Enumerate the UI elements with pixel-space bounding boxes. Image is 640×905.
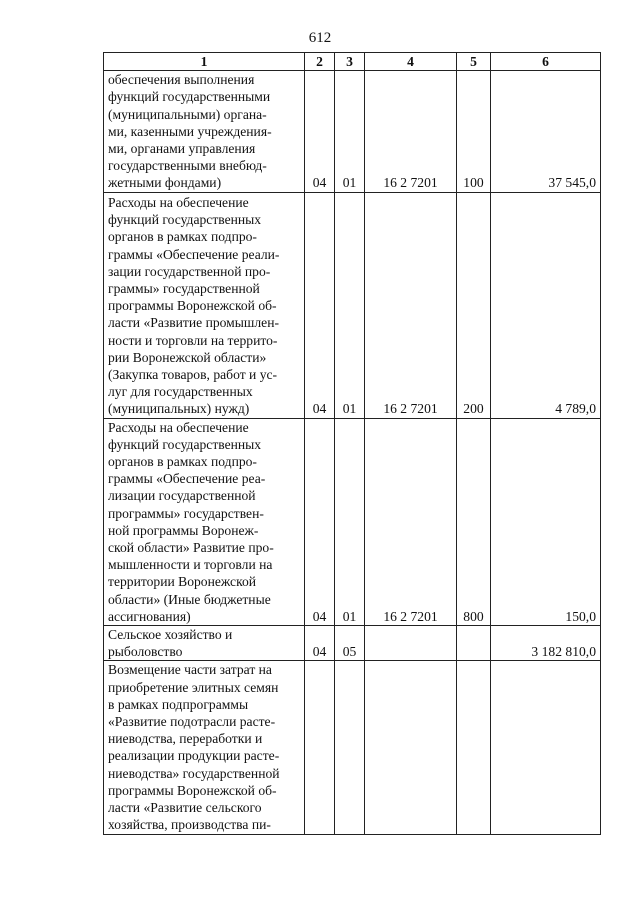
header-cell: 4	[365, 53, 457, 71]
header-cell: 5	[457, 53, 491, 71]
header-cell: 2	[305, 53, 335, 71]
target-article-code: 16 2 7201	[365, 192, 457, 418]
amount: 150,0	[491, 418, 601, 625]
table-row	[104, 626, 601, 661]
subsection-code: 01	[335, 418, 365, 625]
row-description: Возмещение части затрат на приобретение элитных семян в рамках подпрограммы «Развитие подотрасли расте- ниеводства, переработки и реализации продукции расте- ниеводства» государственной программы Воронежской об- ласти «Развитие сельского хозяйства, производства пи-	[104, 661, 305, 834]
header-cell: 1	[104, 53, 305, 71]
table-row	[104, 192, 601, 418]
section-code: 04	[305, 418, 335, 625]
target-article-code	[365, 661, 457, 834]
table-row	[104, 418, 601, 625]
expense-type-code	[457, 661, 491, 834]
expense-type-code: 100	[457, 71, 491, 192]
budget-table	[103, 52, 601, 835]
subsection-code: 01	[335, 71, 365, 192]
subsection-code	[335, 661, 365, 834]
section-code: 04	[305, 192, 335, 418]
target-article-code	[365, 626, 457, 661]
section-code: 04	[305, 71, 335, 192]
amount: 3 182 810,0	[491, 626, 601, 661]
table-row	[104, 661, 601, 834]
target-article-code: 16 2 7201	[365, 71, 457, 192]
section-code: 04	[305, 626, 335, 661]
table-row	[104, 71, 601, 192]
row-description: Расходы на обеспечение функций государственных органов в рамках подпро- граммы «Обеспечение реа- лизации государственной программы» государствен- ной программы Воронеж- ской области» Развитие про- мышленности и торговли на территории Воронежской области» (Иные бюджетные ассигнования)	[104, 418, 305, 625]
expense-type-code: 200	[457, 192, 491, 418]
section-code	[305, 661, 335, 834]
subsection-code: 05	[335, 626, 365, 661]
amount: 37 545,0	[491, 71, 601, 192]
header-cell: 6	[491, 53, 601, 71]
row-description: Сельское хозяйство и рыболовство	[104, 626, 305, 661]
row-description: обеспечения выполнения функций государственными (муниципальными) органа- ми, казенными учреждения- ми, органами управления государственными внебюд- жетными фондами)	[104, 71, 305, 192]
page-number: 612	[308, 30, 332, 46]
amount: 4 789,0	[491, 192, 601, 418]
target-article-code: 16 2 7201	[365, 418, 457, 625]
header-row	[104, 53, 601, 71]
subsection-code: 01	[335, 192, 365, 418]
expense-type-code	[457, 626, 491, 661]
row-description: Расходы на обеспечение функций государственных органов в рамках подпро- граммы «Обеспечение реали- зации государственной про- граммы» государственной программы Воронежской об- ласти «Развитие промышлен- ности и торговли на террито- рии Воронежской области» (Закупка товаров, работ и ус- луг для государственных (муниципальных) нужд)	[104, 192, 305, 418]
amount	[491, 661, 601, 834]
header-cell: 3	[335, 53, 365, 71]
expense-type-code: 800	[457, 418, 491, 625]
